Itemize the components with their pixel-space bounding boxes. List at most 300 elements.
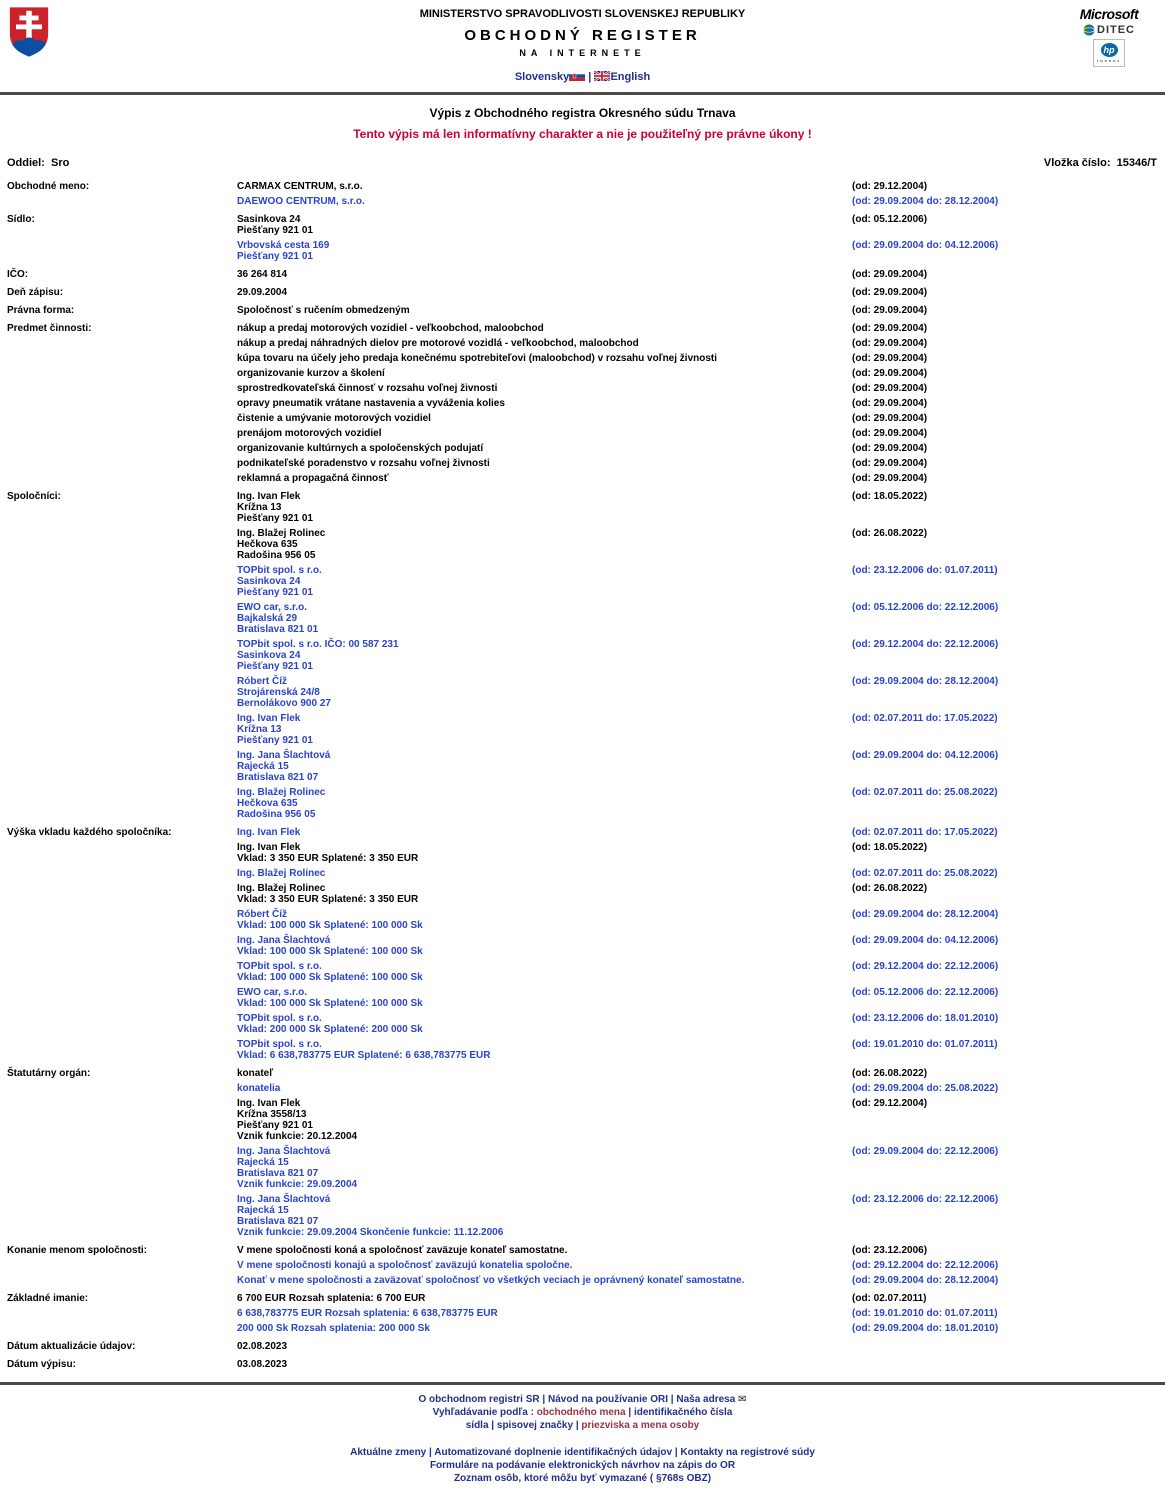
entry-value	[237, 868, 852, 879]
entry-value	[237, 1245, 852, 1256]
footer-rule	[0, 1382, 1165, 1385]
footer-link[interactable]: Automatizované doplnenie identifikačných údajov	[434, 1447, 673, 1458]
section-entries	[237, 827, 1165, 1065]
register-section	[7, 1341, 1165, 1356]
entry-line: Rajecká 15	[237, 1157, 289, 1168]
entry-line: Vklad: 100 000 Sk Splatené: 100 000 Sk	[237, 946, 423, 957]
entry-value	[237, 639, 852, 672]
vlozka-value: 15346/T	[1116, 157, 1157, 169]
register-section	[7, 1245, 1165, 1290]
register-section	[7, 214, 1165, 266]
entry-value	[237, 935, 852, 957]
entry-date: (od: 29.09.2004)	[852, 383, 928, 394]
entry-line: Vklad: 3 350 EUR Splatené: 3 350 EUR	[237, 853, 419, 864]
register-entry	[237, 491, 1165, 524]
section-label: Deň zápisu:	[7, 287, 64, 298]
register-entry	[237, 528, 1165, 561]
entry-date: (od: 05.12.2006 do: 22.12.2006)	[852, 602, 999, 613]
register-entry	[237, 305, 1165, 316]
entry-line: Krížna 13	[237, 724, 282, 735]
footer-link[interactable]: O obchodnom registri SR	[418, 1394, 540, 1405]
entry-line: organizovanie kurzov a školení	[237, 368, 385, 379]
entry-line: 200 000 Sk Rozsah splatenia: 200 000 Sk	[237, 1323, 430, 1334]
entry-line: Ing. Blažej Rolinec	[237, 868, 326, 879]
entry-line: Piešťany 921 01	[237, 587, 313, 598]
register-entry	[237, 1260, 1165, 1271]
footer-text: |	[625, 1407, 634, 1418]
footer-line	[0, 1419, 1165, 1432]
register-entry	[237, 935, 1165, 957]
entry-line: Ing. Jana Šlachtová	[237, 1146, 331, 1157]
footer-block1	[0, 1393, 1165, 1432]
entry-value	[237, 1013, 852, 1035]
entry-value	[237, 883, 852, 905]
entry-line: Bratislava 821 01	[237, 624, 319, 635]
entry-value	[237, 1359, 852, 1370]
entry-date: (od: 29.09.2004 do: 28.12.2004)	[852, 1275, 999, 1286]
lang-english-link[interactable]: English	[610, 71, 651, 83]
footer-link[interactable]: Formuláre na podávanie elektronických návrhov na zápis do OR	[429, 1460, 736, 1471]
register-entry	[237, 1323, 1165, 1334]
entry-value	[237, 565, 852, 598]
footer-text: |	[668, 1394, 677, 1405]
entry-date: (od: 05.12.2006)	[852, 214, 928, 225]
entry-line: 02.08.2023	[237, 1341, 288, 1352]
section-entries	[237, 1359, 1165, 1374]
entry-date: (od: 29.09.2004)	[852, 338, 928, 349]
entry-value	[237, 1098, 852, 1142]
oddiel-value: Sro	[51, 157, 70, 169]
entry-date: (od: 19.01.2010 do: 01.07.2011)	[852, 1039, 998, 1050]
section-label: Predmet činnosti:	[7, 323, 92, 334]
entry-date: (od: 29.09.2004)	[852, 323, 928, 334]
entry-date: (od: 29.09.2004)	[852, 458, 928, 469]
entry-line: Bratislava 821 07	[237, 1216, 319, 1227]
footer-link[interactable]: Návod na používanie ORI	[547, 1394, 669, 1405]
footer-link[interactable]: sídla	[465, 1420, 489, 1431]
footer-line	[0, 1393, 1165, 1406]
entry-value	[237, 528, 852, 561]
section-label: Výška vkladu každého spoločníka:	[7, 827, 172, 838]
section-label: Dátum výpisu:	[7, 1359, 76, 1370]
footer-link[interactable]: obchodného mena	[536, 1407, 626, 1418]
register-entry	[237, 240, 1165, 262]
entry-line: Vklad: 100 000 Sk Splatené: 100 000 Sk	[237, 972, 423, 983]
entry-date: (od: 05.12.2006 do: 22.12.2006)	[852, 987, 999, 998]
entry-date: (od: 26.08.2022)	[852, 1068, 928, 1079]
entry-line: Piešťany 921 01	[237, 513, 313, 524]
footer-link[interactable]: priezviska a mena osoby	[581, 1420, 700, 1431]
entry-value	[237, 1039, 852, 1061]
entry-value	[237, 383, 852, 394]
entry-date: (od: 29.12.2004 do: 22.12.2006)	[852, 1260, 999, 1271]
entry-line: Vklad: 100 000 Sk Splatené: 100 000 Sk	[237, 920, 423, 931]
footer-link[interactable]: Naša adresa	[676, 1394, 736, 1405]
entry-value	[237, 269, 852, 280]
entry-line: Vklad: 200 000 Sk Splatené: 200 000 Sk	[237, 1024, 423, 1035]
entry-line: Krížna 3558/13	[237, 1109, 307, 1120]
entry-line: Róbert Číž	[237, 676, 287, 687]
entry-date: (od: 29.09.2004)	[852, 353, 928, 364]
register-entry	[237, 458, 1165, 469]
entry-value	[237, 750, 852, 783]
entry-date: (od: 29.09.2004)	[852, 368, 928, 379]
oddiel	[7, 157, 69, 169]
entry-value	[237, 713, 852, 746]
register-entry	[237, 473, 1165, 484]
entry-line: Radošina 956 05	[237, 550, 316, 561]
register-entry	[237, 1359, 1165, 1370]
vlozka	[1044, 157, 1157, 169]
entry-line: Spoločnosť s ručením obmedzeným	[237, 305, 410, 316]
entry-line: 03.08.2023	[237, 1359, 288, 1370]
entry-line: Hečkova 635	[237, 798, 298, 809]
register-entry	[237, 413, 1165, 424]
language-switcher	[0, 71, 1165, 84]
section-entries	[237, 181, 1165, 211]
entry-line: nákup a predaj motorových vozidiel - veľkoobchod, maloobchod	[237, 323, 544, 334]
entry-value	[237, 909, 852, 931]
footer-link[interactable]: spisovej značky	[496, 1420, 574, 1431]
register-entry	[237, 269, 1165, 280]
entry-date: (od: 29.09.2004)	[852, 443, 928, 454]
entry-date: (od: 29.09.2004)	[852, 398, 928, 409]
register-section	[7, 269, 1165, 284]
entry-date: (od: 29.09.2004 do: 28.12.2004)	[852, 909, 999, 920]
register-entry	[237, 398, 1165, 409]
entry-line: Bratislava 821 07	[237, 772, 319, 783]
entry-value	[237, 240, 852, 262]
entry-value	[237, 1146, 852, 1190]
entry-value	[237, 842, 852, 864]
register-entry	[237, 1308, 1165, 1319]
entry-value	[237, 353, 852, 364]
entry-line: sprostredkovateľská činnosť v rozsahu voľnej živnosti	[237, 383, 498, 394]
entry-date: (od: 23.12.2006 do: 01.07.2011)	[852, 565, 998, 576]
entry-date: (od: 29.09.2004 do: 04.12.2006)	[852, 750, 999, 761]
hp-logo: hp invent	[1093, 39, 1125, 67]
register-entry	[237, 323, 1165, 334]
ditec-globe-icon	[1083, 24, 1095, 36]
entry-line: reklamná a propagačná činnosť	[237, 473, 389, 484]
entry-value	[237, 1083, 852, 1094]
register-entry	[237, 1039, 1165, 1061]
footer-line	[0, 1406, 1165, 1419]
entry-line: Sasinkova 24	[237, 214, 301, 225]
footer-link[interactable]: identifikačného čísla	[633, 1407, 733, 1418]
footer-text: |	[573, 1420, 582, 1431]
entry-line: konateľ	[237, 1068, 274, 1079]
entry-value	[237, 287, 852, 298]
register-entry	[237, 214, 1165, 236]
section-label: Obchodné meno:	[7, 181, 90, 192]
entry-value	[237, 1068, 852, 1079]
entry-line: Krížna 13	[237, 502, 282, 513]
register-entry	[237, 676, 1165, 709]
footer-text: |	[672, 1447, 681, 1458]
section-entries	[237, 491, 1165, 824]
entry-line: Piešťany 921 01	[237, 735, 313, 746]
entry-date: (od: 23.12.2006 do: 18.01.2010)	[852, 1013, 999, 1024]
ministry-line: MINISTERSTVO SPRAVODLIVOSTI SLOVENSKEJ REPUBLIKY	[419, 8, 746, 20]
entry-line: prenájom motorových vozidiel	[237, 428, 382, 439]
entry-line: 36 264 814	[237, 269, 288, 280]
register-entry	[237, 787, 1165, 820]
entry-line: Vrbovská cesta 169	[237, 240, 330, 251]
section-entries	[237, 269, 1165, 284]
entry-value	[237, 491, 852, 524]
entry-date: (od: 29.09.2004)	[852, 413, 928, 424]
register-entry	[237, 383, 1165, 394]
entry-line: organizovanie kultúrnych a spoločenských podujatí	[237, 443, 484, 454]
entry-date: (od: 29.12.2004 do: 22.12.2006)	[852, 961, 999, 972]
register-section	[7, 1068, 1165, 1242]
register-entry	[237, 842, 1165, 864]
entry-value	[237, 428, 852, 439]
section-label: Štatutárny orgán:	[7, 1068, 91, 1079]
section-entries	[237, 305, 1165, 320]
entry-line: Piešťany 921 01	[237, 225, 313, 236]
entry-line: Sasinkova 24	[237, 650, 301, 661]
footer-block2	[0, 1446, 1165, 1485]
entry-date: (od: 29.09.2004)	[852, 428, 928, 439]
entry-date: (od: 29.09.2004 do: 25.08.2022)	[852, 1083, 999, 1094]
warning-text: Tento výpis má len informatívny charakter a nie je použiteľný pre právne úkony !	[353, 127, 812, 141]
register-entry	[237, 1146, 1165, 1190]
section-entries	[237, 287, 1165, 302]
register-entry	[237, 1341, 1165, 1352]
entry-line: Róbert Číž	[237, 909, 287, 920]
register-entry	[237, 443, 1165, 454]
entry-line: Ing. Ivan Flek	[237, 827, 301, 838]
lang-slovensky-link[interactable]: Slovensky	[514, 71, 570, 83]
entry-value	[237, 214, 852, 236]
register-entry	[237, 602, 1165, 635]
slovak-flag-icon	[569, 71, 585, 84]
entry-date: (od: 29.09.2004 do: 04.12.2006)	[852, 240, 999, 251]
register-entry	[237, 353, 1165, 364]
entry-line: EWO car, s.r.o.	[237, 987, 308, 998]
entry-line: opravy pneumatik vrátane nastavenia a vyváženia kolies	[237, 398, 505, 409]
entry-value	[237, 1260, 852, 1271]
entry-line: V mene spoločnosti koná a spoločnosť zaväzuje konateľ samostatne.	[237, 1245, 568, 1256]
register-entry	[237, 287, 1165, 298]
ditec-logo: DITEC	[1067, 24, 1151, 36]
vlozka-label: Vložka číslo:	[1043, 157, 1111, 169]
entry-line: CARMAX CENTRUM, s.r.o.	[237, 181, 363, 192]
entry-line: 29.09.2004	[237, 287, 288, 298]
entry-line: Vznik funkcie: 29.09.2004 Skončenie funkcie: 11.12.2006	[237, 1227, 504, 1238]
section-entries	[237, 1068, 1165, 1242]
partner-logos	[1067, 6, 1151, 67]
entry-date: (od: 29.12.2004)	[852, 1098, 928, 1109]
entry-line: Vklad: 100 000 Sk Splatené: 100 000 Sk	[237, 998, 423, 1009]
entry-value	[237, 181, 852, 192]
entry-line: Vznik funkcie: 29.09.2004	[237, 1179, 358, 1190]
entry-line: Rajecká 15	[237, 761, 289, 772]
entry-date: (od: 29.12.2004)	[852, 181, 928, 192]
register-section	[7, 1293, 1165, 1338]
entry-line: Piešťany 921 01	[237, 251, 313, 262]
entry-line: Radošina 956 05	[237, 809, 316, 820]
entry-value	[237, 368, 852, 379]
entry-line: Rajecká 15	[237, 1205, 289, 1216]
register-entry	[237, 428, 1165, 439]
entry-date: (od: 29.09.2004)	[852, 269, 928, 280]
entry-value	[237, 1293, 852, 1304]
entry-date: (od: 02.07.2011 do: 25.08.2022)	[852, 787, 998, 798]
entry-line: kúpa tovaru na účely jeho predaja konečnému spotrebiteľovi (maloobchod) v rozsahu voľnej živnosti	[237, 353, 718, 364]
footer-line	[0, 1459, 1165, 1472]
footer-text: |	[426, 1447, 435, 1458]
entry-value	[237, 398, 852, 409]
register-section	[7, 827, 1165, 1065]
uk-flag-icon	[594, 71, 610, 84]
register-entry	[237, 827, 1165, 838]
page-header	[0, 0, 1165, 86]
entry-date: (od: 18.05.2022)	[852, 842, 928, 853]
register-entry	[237, 196, 1165, 207]
section-entries	[237, 1293, 1165, 1338]
entry-line: konatelia	[237, 1083, 281, 1094]
register-entry	[237, 338, 1165, 349]
register-meta-row	[7, 157, 1157, 169]
entry-date: (od: 26.08.2022)	[852, 883, 928, 894]
footer-line	[0, 1446, 1165, 1459]
entry-line: EWO car, s.r.o.	[237, 602, 308, 613]
section-entries	[237, 323, 1165, 488]
entry-line: Strojárenská 24/8	[237, 687, 320, 698]
register-entry	[237, 1194, 1165, 1238]
register-entry	[237, 639, 1165, 672]
entry-line: Ing. Ivan Flek	[237, 713, 301, 724]
register-entry	[237, 961, 1165, 983]
entry-value	[237, 676, 852, 709]
entry-line: Ing. Ivan Flek	[237, 491, 301, 502]
register-section	[7, 491, 1165, 824]
register-section	[7, 1359, 1165, 1374]
entry-line: DAEWOO CENTRUM, s.r.o.	[237, 196, 365, 207]
entry-line: Ing. Blažej Rolinec	[237, 787, 326, 798]
footer-text: Vyhľadávanie podľa :	[432, 1407, 537, 1418]
footer-link[interactable]: Aktuálne zmeny	[350, 1447, 427, 1458]
register-subtitle: NA INTERNETE	[519, 48, 646, 58]
register-entry	[237, 181, 1165, 192]
section-label: Konanie menom spoločnosti:	[7, 1245, 148, 1256]
entry-date: (od: 29.09.2004 do: 18.01.2010)	[852, 1323, 999, 1334]
section-label: Základné imanie:	[7, 1293, 89, 1304]
register-entry	[237, 883, 1165, 905]
entry-line: Ing. Jana Šlachtová	[237, 935, 331, 946]
section-entries	[237, 214, 1165, 266]
section-entries	[237, 1341, 1165, 1356]
entry-value	[237, 323, 852, 334]
entry-value	[237, 443, 852, 454]
register-section	[7, 287, 1165, 302]
entry-date: (od: 29.09.2004)	[852, 287, 928, 298]
footer-link[interactable]: Zoznam osôb, ktoré môžu byť vymazané ( §768s OBZ)	[453, 1473, 712, 1484]
entry-line: TOPbit spol. s r.o.	[237, 1039, 322, 1050]
section-label: Právna forma:	[7, 305, 75, 316]
entry-line: Ing. Ivan Flek	[237, 1098, 301, 1109]
register-section	[7, 305, 1165, 320]
register-entry	[237, 565, 1165, 598]
entry-date: (od: 02.07.2011 do: 25.08.2022)	[852, 868, 998, 879]
register-entry	[237, 1083, 1165, 1094]
register-entry	[237, 1275, 1165, 1286]
register-entry	[237, 987, 1165, 1009]
register-entry	[237, 1013, 1165, 1035]
entry-line: TOPbit spol. s r.o. IČO: 00 587 231	[237, 639, 399, 650]
entry-line: 6 638,783775 EUR Rozsah splatenia: 6 638,783775 EUR	[237, 1308, 498, 1319]
footer-text: |	[539, 1394, 548, 1405]
entry-date: (od: 29.09.2004 do: 04.12.2006)	[852, 935, 999, 946]
entry-date: (od: 19.01.2010 do: 01.07.2011)	[852, 1308, 998, 1319]
register-entry	[237, 1293, 1165, 1304]
entry-date: (od: 29.12.2004 do: 22.12.2006)	[852, 639, 999, 650]
entry-value	[237, 413, 852, 424]
entry-date: (od: 02.07.2011)	[852, 1293, 927, 1304]
register-entry	[237, 750, 1165, 783]
entry-line: Ing. Blažej Rolinec	[237, 883, 326, 894]
lang-separator: |	[588, 71, 592, 83]
header-rule	[0, 92, 1165, 95]
entry-value	[237, 987, 852, 1009]
entry-date: (od: 18.05.2022)	[852, 491, 928, 502]
entry-value	[237, 1323, 852, 1334]
footer-text: |	[488, 1420, 497, 1431]
entry-date: (od: 26.08.2022)	[852, 528, 928, 539]
entry-date: (od: 23.12.2006 do: 22.12.2006)	[852, 1194, 999, 1205]
entry-value	[237, 196, 852, 207]
footer-link[interactable]: Kontakty na registrové súdy	[680, 1447, 815, 1458]
entry-line: nákup a predaj náhradných dielov pre motorové vozidlá - veľkoobchod, maloobchod	[237, 338, 639, 349]
slovak-coat-of-arms	[8, 6, 50, 63]
entry-date: (od: 29.09.2004)	[852, 473, 928, 484]
entry-date: (od: 29.09.2004)	[852, 305, 928, 316]
register-title: OBCHODNÝ REGISTER	[464, 27, 701, 44]
entry-line: Sasinkova 24	[237, 576, 301, 587]
entry-date: (od: 29.09.2004 do: 28.12.2004)	[852, 196, 999, 207]
entry-line: Konať v mene spoločnosti a zaväzovať spoločnosť vo všetkých veciach je oprávnený konateľ samostatne.	[237, 1275, 745, 1286]
entry-value	[237, 1275, 852, 1286]
entry-value	[237, 1308, 852, 1319]
register-section	[7, 181, 1165, 211]
entry-line: čistenie a umývanie motorových vozidiel	[237, 413, 431, 424]
entry-line: Ing. Blažej Rolinec	[237, 528, 326, 539]
entry-line: TOPbit spol. s r.o.	[237, 565, 322, 576]
entry-value	[237, 1194, 852, 1238]
entry-line: V mene spoločnosti konajú a spoločnosť zaväzujú konatelia spoločne.	[237, 1260, 573, 1271]
section-label: IČO:	[7, 269, 29, 280]
entry-value	[237, 787, 852, 820]
section-label: Sídlo:	[7, 214, 35, 225]
entry-line: Ing. Jana Šlachtová	[237, 750, 331, 761]
footer	[0, 1393, 1165, 1499]
entry-value	[237, 305, 852, 316]
register-entry	[237, 1245, 1165, 1256]
entry-value	[237, 827, 852, 838]
entry-date: (od: 29.09.2004 do: 28.12.2004)	[852, 676, 999, 687]
entry-line: Ing. Ivan Flek	[237, 842, 301, 853]
register-entry	[237, 368, 1165, 379]
entry-line: podnikateľské poradenstvo v rozsahu voľnej živnosti	[237, 458, 490, 469]
entry-line: Ing. Jana Šlachtová	[237, 1194, 331, 1205]
entry-line: TOPbit spol. s r.o.	[237, 1013, 322, 1024]
extract-title: Výpis z Obchodného registra Okresného súdu Trnava	[429, 106, 736, 120]
register-entry	[237, 868, 1165, 879]
register-entry	[237, 1068, 1165, 1079]
